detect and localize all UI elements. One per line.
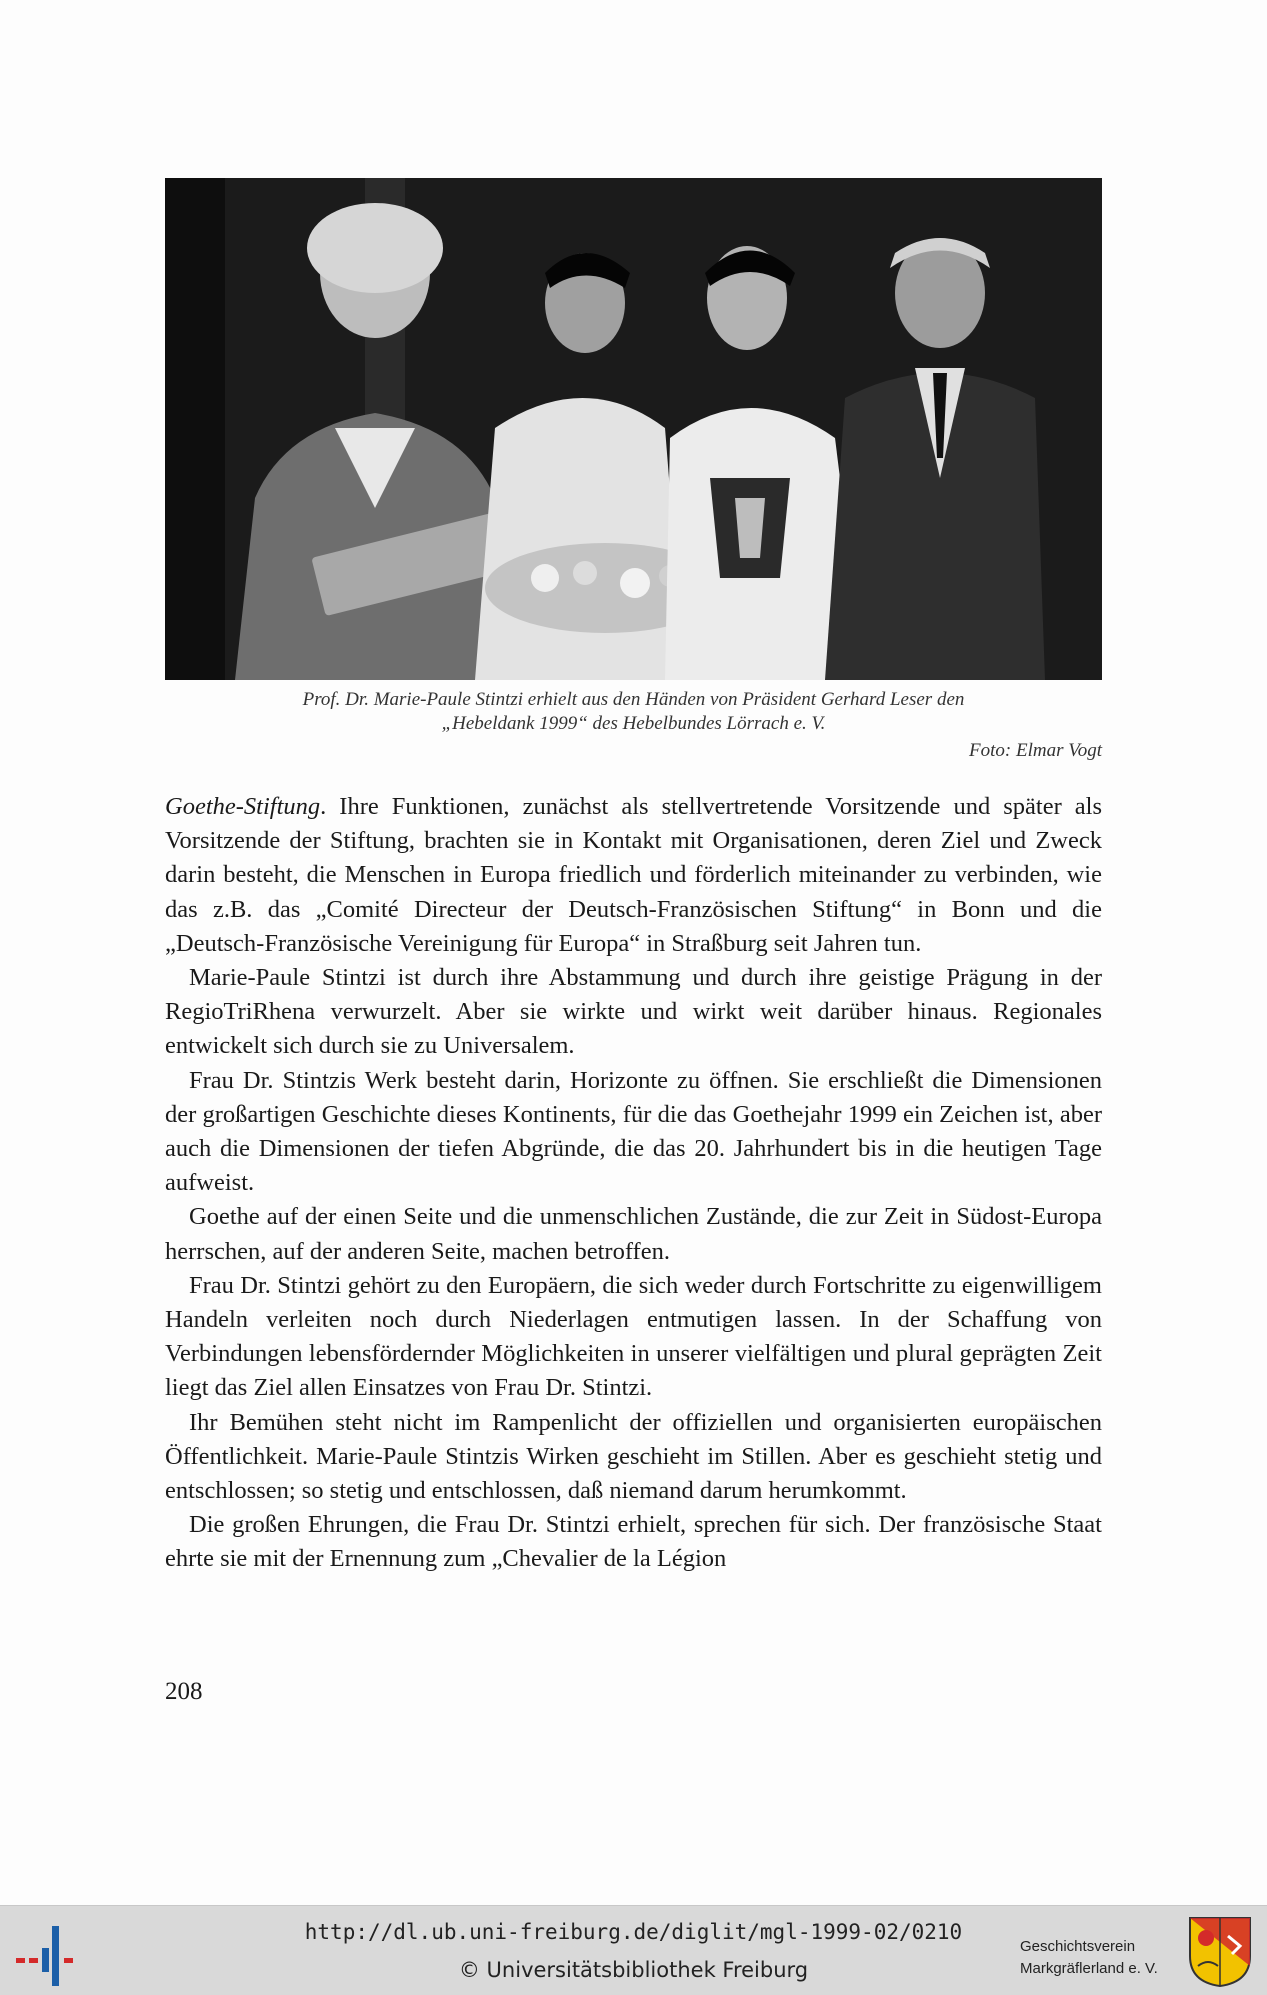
- paragraph-7: Die großen Ehrungen, die Frau Dr. Stintzi erhielt, sprechen für sich. Der französische Staat ehrte sie mit der Ernennung zum „Chevalier de la Légion: [165, 1511, 1102, 1573]
- copyright-notice: © Universitätsbibliothek Freiburg: [458, 1958, 809, 1982]
- paragraph-4: Goethe auf der einen Seite und die unmenschlichen Zustände, die zur Zeit in Südost-Europa herrschen, auf der anderen Seite, machen betroffen.: [165, 1203, 1102, 1265]
- society-crest-icon: [1188, 1916, 1252, 1988]
- document-url-link[interactable]: http://dl.ub.uni-freiburg.de/diglit/mgl-1999-02/0210: [304, 1920, 963, 1944]
- award-photo: [165, 178, 1102, 680]
- paragraph-2: Marie-Paule Stintzi ist durch ihre Abstammung und durch ihre geistige Prägung in der RegioTriRhena verwurzelt. Aber sie wirkte und wirkt weit darüber hinaus. Regionales entwickelt sich durch sie zu Universalem.: [165, 964, 1102, 1060]
- society-name: [1020, 1936, 1158, 1980]
- paragraph-6: Ihr Bemühen steht nicht im Rampenlicht der offiziellen und organisierten europäischen Öffentlichkeit. Marie-Paule Stintzis Wirken geschieht im Stillen. Aber es geschieht stetig und entschlossen; so stetig und entschlossen, daß niemand darum herumkommt.: [165, 1408, 1102, 1505]
- body-text: [165, 790, 1102, 1577]
- caption-line-2: „Hebeldank 1999“ des Hebelbundes Lörrach e. V.: [441, 713, 826, 734]
- caption-line-1: Prof. Dr. Marie-Paule Stintzi erhielt aus den Händen von Präsident Gerhard Leser den: [302, 689, 965, 710]
- society-line-1: Geschichtsverein: [1020, 1938, 1136, 1955]
- paragraph-5: Frau Dr. Stintzi gehört zu den Europäern, die sich weder durch Fortschritte zu eigenwilligem Handeln verleiten noch durch Niederlagen entmutigen lassen. In der Schaffung von Verbindungen lebensfördernder Möglichkeiten in unserer vielfältigen und plural geprägten Zeit liegt das Ziel allen Einsatzes von Frau Dr. Stintzi.: [165, 1271, 1102, 1402]
- page-number: 208: [165, 1678, 203, 1705]
- paragraph-1: [165, 790, 1102, 961]
- paragraph-1-italic: Goethe-Stiftung: [165, 793, 321, 820]
- photo-caption: [165, 688, 1102, 736]
- paragraph-3: Frau Dr. Stintzis Werk besteht darin, Horizonte zu öffnen. Sie erschließt die Dimensionen der großartigen Geschichte dieses Kontinents, für die das Goethejahr 1999 ein Zeichen ist, aber auch die Dimensionen der tiefen Abgründe, die das 20. Jahrhundert bis in die heutigen Tage aufweist.: [165, 1066, 1102, 1197]
- society-line-2: Markgräflerland e. V.: [1020, 1960, 1158, 1977]
- viewer-footer: [0, 1905, 1267, 1995]
- paragraph-1-rest: . Ihre Funktionen, zunächst als stellvertretende Vorsitzende und später als Vorsitzende der Stiftung, brachten sie in Kontakt mit Organisationen, deren Ziel und Zweck darin besteht, die Menschen in Europa friedlich und förderlich miteinander zu verbinden, wie das z.B. das „Comité Directeur der Deutsch-Französischen Stiftung“ in Bonn und die „Deutsch-Französische Vereinigung für Europa“ in Straßburg seit Jahren tun.: [165, 793, 1102, 957]
- photo-credit: Foto: Elmar Vogt: [969, 740, 1102, 761]
